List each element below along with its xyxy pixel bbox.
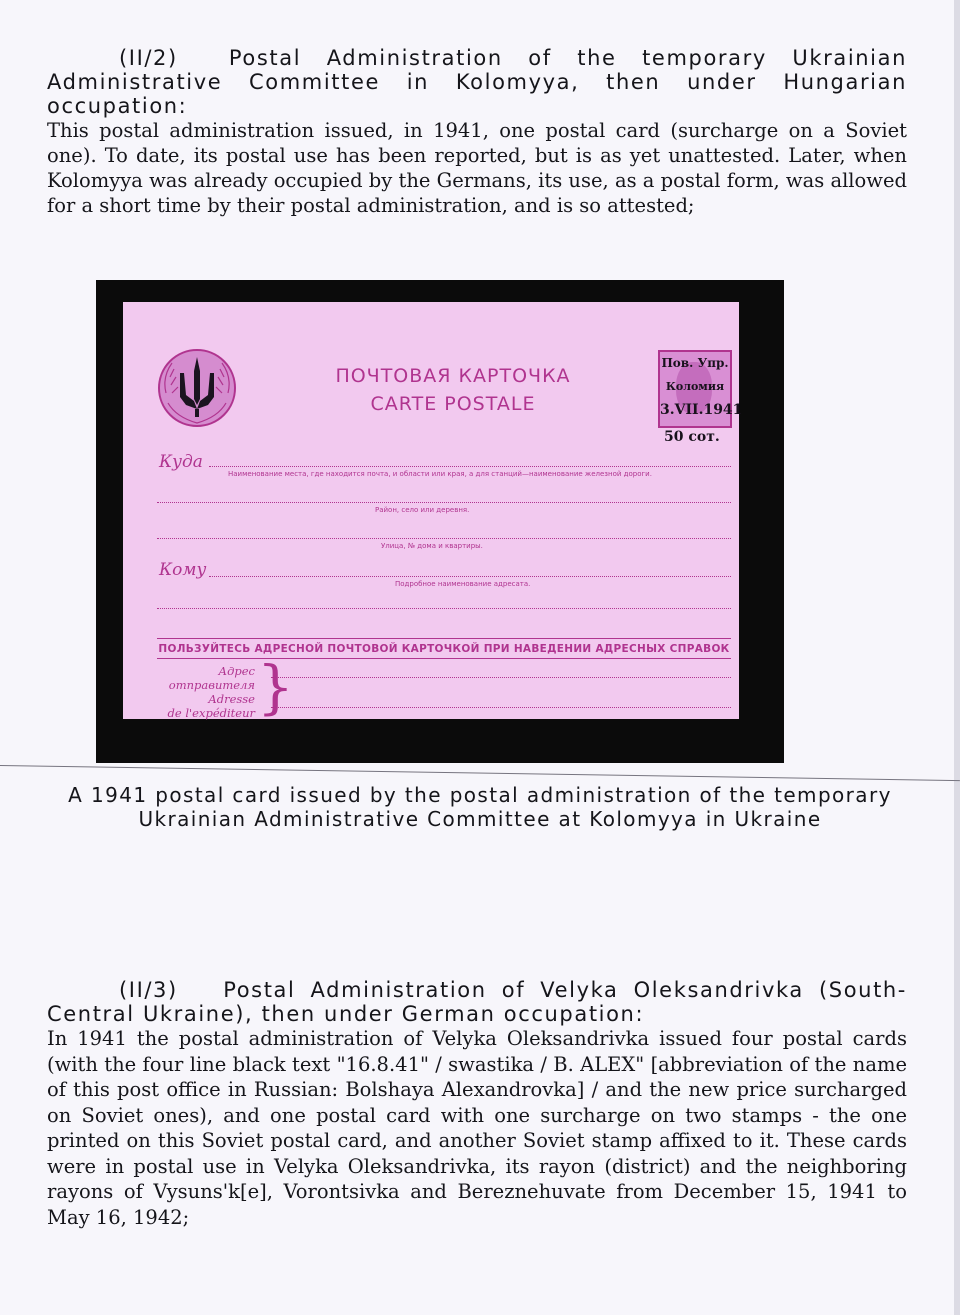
address-line-1 xyxy=(209,466,731,467)
address-line-4 xyxy=(209,576,731,577)
postage-stamp xyxy=(658,350,743,428)
stamp-overprint-line-1: Пов. Упр. xyxy=(661,356,729,370)
banner-rule-top xyxy=(157,638,731,639)
banner-text: ПОЛЬЗУЙТЕСЬ АДРЕСНОЙ ПОЧТОВОЙ КАРТОЧКОЙ ПРИ НАВЕДЕНИИ АДРЕСНЫХ СПРАВОК xyxy=(158,643,730,655)
address-line-2 xyxy=(157,502,731,503)
postcard-photo xyxy=(96,280,784,763)
komu-label: Кому xyxy=(159,560,207,580)
sender-brace: } xyxy=(257,653,294,721)
section-title: Postal Administration of Velyka Oleksandrivka (South-Central Ukraine), then under German occupation: xyxy=(47,978,907,1026)
sender-label-line: Адрес xyxy=(218,664,255,678)
sender-label xyxy=(143,664,255,720)
section-number: (II/3) xyxy=(119,978,178,1002)
sender-label-line: Adresse xyxy=(208,692,255,706)
komu-hint: Подробное наименование адресата. xyxy=(395,580,531,588)
photo-caption: A 1941 postal card issued by the postal administration of the temporary Ukrainian Administrative Committee at Kolomyya in Ukraine xyxy=(68,783,892,831)
kuda-label: Куда xyxy=(159,452,203,472)
section-number: (II/2) xyxy=(119,46,178,70)
sender-label-line: de l'expéditeur xyxy=(167,706,255,720)
card-title-french: CARTE POSTALE xyxy=(370,393,536,415)
page-edge xyxy=(954,0,960,1315)
rayon-hint: Район, село или деревня. xyxy=(375,506,470,514)
section-title: Postal Administration of the temporary Ukrainian Administrative Committee in Kolomyya, then under Hungarian occupation: xyxy=(47,46,907,118)
banner-rule-bottom xyxy=(157,658,731,659)
card-title-russian: ПОЧТОВАЯ КАРТОЧКА xyxy=(335,365,571,387)
sender-label-line: отправителя xyxy=(168,678,255,692)
address-line-3 xyxy=(157,538,731,539)
stamp-overprint-line-3: 3.VII.1941 xyxy=(660,402,743,418)
surcharge-value: 50 сот. xyxy=(664,429,720,445)
kuda-hint: Наименование места, где находится почта, и области или края, а для станций—наименование железной дороги. xyxy=(228,470,652,478)
trident-emblem-icon xyxy=(156,347,238,429)
sender-line-1 xyxy=(271,677,731,678)
postcard xyxy=(123,302,743,721)
section-heading xyxy=(47,46,907,118)
section-heading xyxy=(47,978,907,1026)
stamp-overprint-line-2: Коломия xyxy=(665,380,725,393)
section-body: In 1941 the postal administration of Velyka Oleksandrivka issued four postal cards (with the four line black text "16.8.41" / swastika / B. ALEX" [abbreviation of the name of this post office in Russian: Bolshaya Alexandrovka] / and the new price surcharged on Soviet ones), and one postal card with one surcharge on two stamps - the one printed on this Soviet postal card, and another Soviet stamp affixed to it. These cards were in postal use in Velyka Oleksandrivka, its rayon (district) and the neighboring rayons of Vysuns'k[e], Vorontsivka and Bereznehuvate from December 15, 1941 to May 16, 1942; xyxy=(47,1027,907,1229)
sender-line-2 xyxy=(271,707,731,708)
section-body: This postal administration issued, in 1941, one postal card (surcharge on a Soviet one). To date, its postal use has been reported, but is as yet unattested. Later, when Kolomyya was already occupied by the Germans, its use, as a postal form, was allowed for a short time by their postal administration, and is so attested; xyxy=(47,119,907,217)
section-ii-3 xyxy=(47,978,907,1230)
scan-fold-line xyxy=(0,765,960,781)
address-line-5 xyxy=(157,608,731,609)
street-hint: Улица, № дома и квартиры. xyxy=(381,542,483,550)
section-ii-2 xyxy=(47,46,907,218)
